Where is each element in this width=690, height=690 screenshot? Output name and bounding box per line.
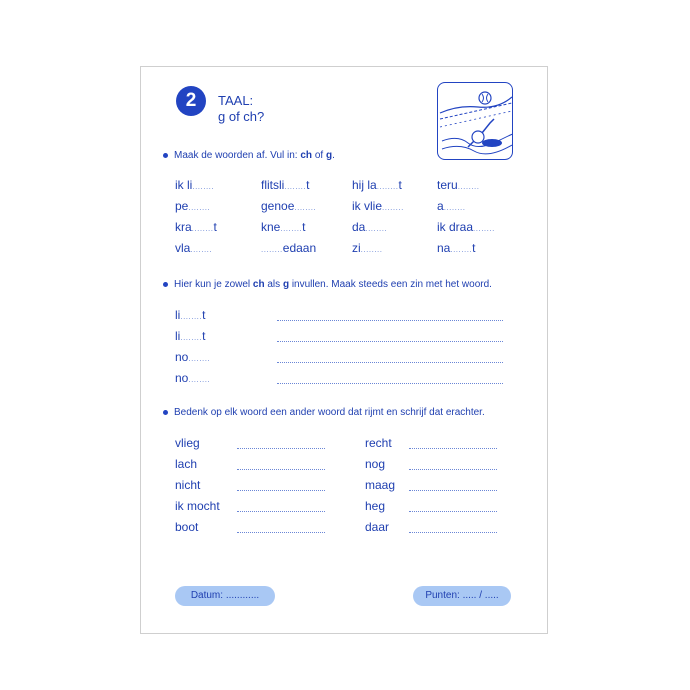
rhyme-answer-line[interactable] xyxy=(237,532,325,533)
word-suffix: t xyxy=(306,178,310,192)
instruction-2: Hier kun je zowel ch als g invullen. Maak steeds een zin met het woord. xyxy=(163,279,492,290)
rhyme-answer-line[interactable] xyxy=(409,490,497,491)
rhyme-word: ik mocht xyxy=(175,499,220,513)
bullet-icon xyxy=(163,282,168,287)
word-prefix: zi xyxy=(352,241,361,255)
sentence-line[interactable] xyxy=(277,383,503,384)
word-prefix: no xyxy=(175,350,189,364)
fill-in-word[interactable] xyxy=(175,329,205,343)
blank-dots: ........ xyxy=(261,245,283,254)
fill-in-word[interactable] xyxy=(175,308,205,322)
word-suffix: t xyxy=(472,241,476,255)
fill-in-word[interactable] xyxy=(175,371,210,385)
rhyme-word: daar xyxy=(365,520,390,534)
punten-field[interactable]: Punten: ..... / ..... xyxy=(413,586,511,606)
word-prefix: hij la xyxy=(352,178,377,192)
word-suffix: t xyxy=(398,178,402,192)
word-prefix: na xyxy=(437,241,451,255)
blank-dots: ........ xyxy=(382,203,404,212)
rhyme-answer-line[interactable] xyxy=(409,532,497,533)
blank-dots: ........ xyxy=(443,203,466,212)
rhyme-word: nog xyxy=(365,457,386,471)
fill-in-word[interactable] xyxy=(352,241,382,255)
blank-dots: ........ xyxy=(180,333,203,342)
blank-dots: ........ xyxy=(280,224,303,233)
fill-in-word[interactable] xyxy=(352,199,404,213)
title-line-1: TAAL: xyxy=(218,93,254,108)
word-prefix: no xyxy=(175,371,189,385)
word-prefix: li xyxy=(175,308,181,322)
word-suffix: t xyxy=(213,220,217,234)
worksheet-page xyxy=(140,66,548,634)
word-suffix: t xyxy=(302,220,306,234)
fill-in-word[interactable] xyxy=(175,199,210,213)
word-prefix: teru xyxy=(437,178,458,192)
rhyme-answer-line[interactable] xyxy=(237,511,325,512)
swimmer-with-ball-icon xyxy=(437,82,513,160)
fill-in-word[interactable] xyxy=(437,241,475,255)
word-suffix: edaan xyxy=(282,241,317,255)
fill-in-word[interactable] xyxy=(261,178,309,192)
fill-in-word[interactable] xyxy=(437,199,465,213)
rhyme-word: recht xyxy=(365,436,392,450)
blank-dots: ........ xyxy=(180,312,203,321)
blank-dots: ........ xyxy=(457,182,480,191)
blank-dots: ........ xyxy=(450,245,473,254)
fill-in-word[interactable] xyxy=(352,178,402,192)
blank-dots: ........ xyxy=(473,224,495,233)
word-prefix: genoe xyxy=(261,199,295,213)
blank-dots: ........ xyxy=(376,182,399,191)
rhyme-answer-line[interactable] xyxy=(237,469,325,470)
rhyme-word: heg xyxy=(365,499,386,513)
blank-dots: ........ xyxy=(192,182,215,191)
exercise-number-badge: 2 xyxy=(176,86,206,116)
rhyme-word: lach xyxy=(175,457,198,471)
word-prefix: ik li xyxy=(175,178,193,192)
sentence-line[interactable] xyxy=(277,362,503,363)
blank-dots: ........ xyxy=(360,245,383,254)
rhyme-answer-line[interactable] xyxy=(409,448,497,449)
fill-in-word[interactable] xyxy=(261,220,305,234)
instruction-3: Bedenk op elk woord een ander woord dat rijmt en schrijf dat erachter. xyxy=(163,407,485,418)
fill-in-word[interactable] xyxy=(175,178,214,192)
blank-dots: ........ xyxy=(284,182,307,191)
sentence-line[interactable] xyxy=(277,320,503,321)
rhyme-word: nicht xyxy=(175,478,201,492)
fill-in-word[interactable] xyxy=(437,178,479,192)
blank-dots: ........ xyxy=(188,354,211,363)
exercise-title xyxy=(218,93,264,125)
word-prefix: da xyxy=(352,220,366,234)
fill-in-word[interactable] xyxy=(175,241,212,255)
instruction-1: Maak de woorden af. Vul in: ch of g. xyxy=(163,150,335,161)
word-prefix: a xyxy=(437,199,444,213)
blank-dots: ........ xyxy=(365,224,388,233)
rhyme-word: vlieg xyxy=(175,436,200,450)
rhyme-answer-line[interactable] xyxy=(237,490,325,491)
rhyme-answer-line[interactable] xyxy=(409,469,497,470)
word-prefix: ik draa xyxy=(437,220,474,234)
fill-in-word[interactable] xyxy=(437,220,495,234)
sentence-line[interactable] xyxy=(277,341,503,342)
word-prefix: ik vlie xyxy=(352,199,383,213)
fill-in-word[interactable] xyxy=(261,241,316,255)
fill-in-word[interactable] xyxy=(175,350,210,364)
blank-dots: ........ xyxy=(188,203,211,212)
word-suffix: t xyxy=(202,308,206,322)
rhyme-answer-line[interactable] xyxy=(409,511,497,512)
blank-dots: ........ xyxy=(294,203,317,212)
word-prefix: pe xyxy=(175,199,189,213)
word-prefix: vla xyxy=(175,241,191,255)
datum-field[interactable]: Datum: ............ xyxy=(175,586,275,606)
fill-in-word[interactable] xyxy=(175,220,217,234)
word-suffix: t xyxy=(202,329,206,343)
rhyme-word: boot xyxy=(175,520,199,534)
bullet-icon xyxy=(163,153,168,158)
title-line-2: g of ch? xyxy=(218,109,265,124)
fill-in-word[interactable] xyxy=(352,220,387,234)
word-prefix: kra xyxy=(175,220,192,234)
word-prefix: flitsli xyxy=(261,178,285,192)
rhyme-word: maag xyxy=(365,478,396,492)
word-prefix: kne xyxy=(261,220,281,234)
word-prefix: li xyxy=(175,329,181,343)
blank-dots: ........ xyxy=(188,375,211,384)
blank-dots: ........ xyxy=(190,245,213,254)
bullet-icon xyxy=(163,410,168,415)
rhyme-answer-line[interactable] xyxy=(237,448,325,449)
fill-in-word[interactable] xyxy=(261,199,316,213)
blank-dots: ........ xyxy=(191,224,214,233)
